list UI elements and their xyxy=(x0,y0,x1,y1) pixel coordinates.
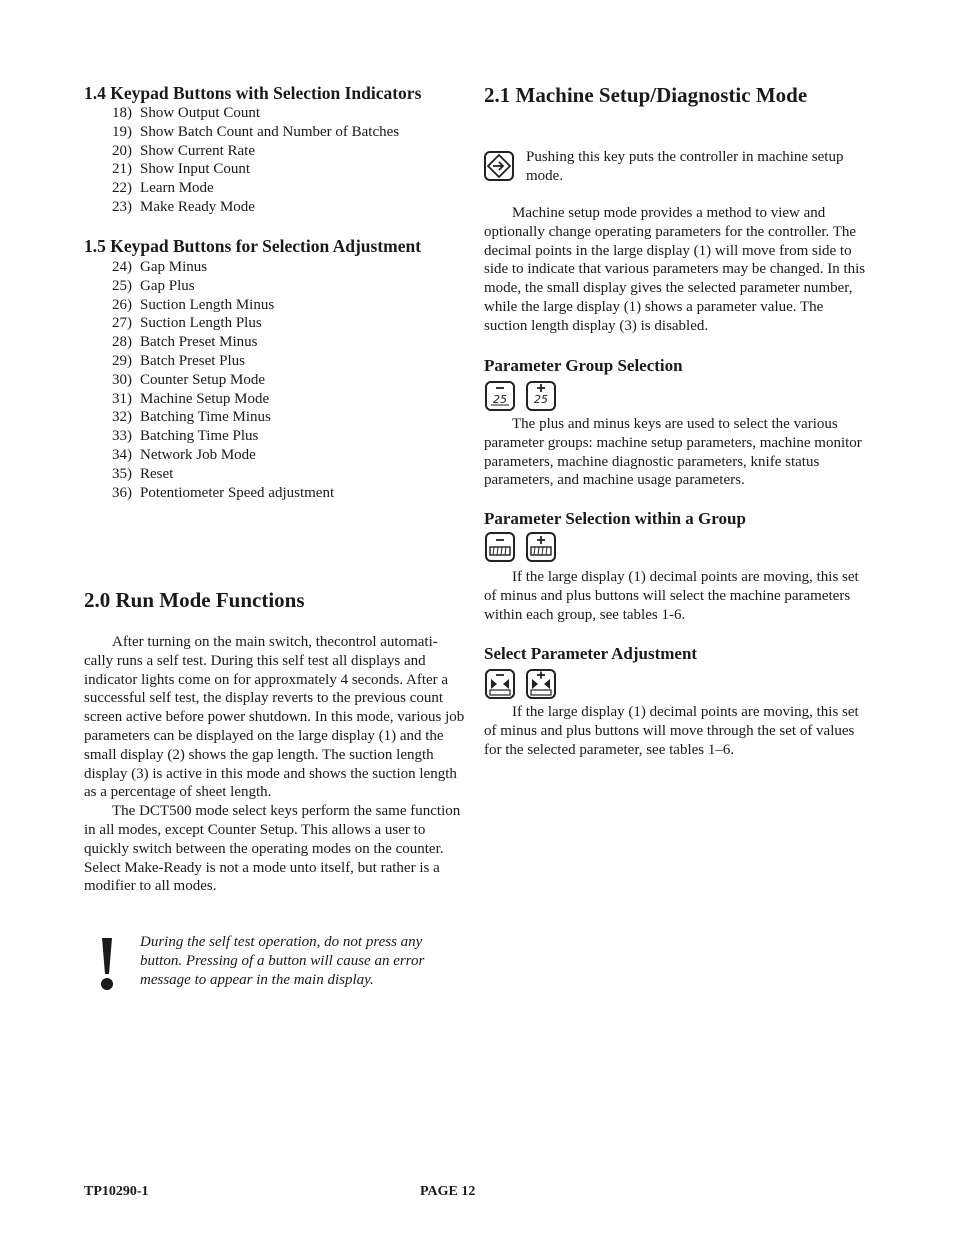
group-selection-keys xyxy=(485,381,556,416)
parameter-plus-key-icon xyxy=(526,532,556,567)
parameter-group-selection-title: Parameter Group Selection xyxy=(484,356,683,375)
list-item: 35) Reset xyxy=(112,465,174,482)
setup-key-description: Pushing this key puts the controller in machine setup mode. xyxy=(526,149,844,184)
list-item: 18) Show Output Count xyxy=(112,105,261,121)
parameter-selection-title: Parameter Selection within a Group xyxy=(484,509,746,528)
document-id: TP10290-1 xyxy=(84,1184,149,1199)
list-item: 28) Batch Preset Minus xyxy=(112,334,258,351)
page-number: PAGE 12 xyxy=(420,1184,476,1199)
parameter-minus-key-icon xyxy=(485,532,515,567)
paragraph: If the large display (1) decimal points are moving, this set of minus and plus buttons will move through the set of values for the selected parameter, see tables 1–6. xyxy=(484,704,859,758)
group-plus-key-icon xyxy=(526,381,556,416)
list-item: 25) Gap Plus xyxy=(112,277,195,294)
section-2-1-title: 2.1 Machine Setup/Diagnostic Mode xyxy=(484,83,808,107)
section-1-4-title: 1.4 Keypad Buttons with Selection Indicators xyxy=(84,83,422,103)
paragraph: Machine setup mode provides a method to view and optionally change operating parameters for the controller. The decimal points in the large display (1) will move from side to side to indicate that various parameters may be changed. In this mode, the small display gives the selected parameter number, while the large display (1) shows a parameter value. The suction length display (3) is disabled. xyxy=(484,205,866,334)
list-item: 33) Batching Time Plus xyxy=(112,428,259,445)
paragraph: The DCT500 mode select keys perform the same function in all modes, except Counter Setup. This allows a user to quickly switch between the operating modes on the counter. Select Make-Ready is not a mode unto itself, but rather is a modifier to all modes. xyxy=(84,803,461,895)
list-item: 27) Suction Length Plus xyxy=(112,315,262,332)
list-item: 30) Counter Setup Mode xyxy=(112,371,265,388)
list-item: 26) Suction Length Minus xyxy=(112,296,275,313)
list-item: 24) Gap Minus xyxy=(112,259,208,275)
list-item: 29) Batch Preset Plus xyxy=(112,352,245,369)
section-1-4-list xyxy=(84,104,399,217)
section-1-5-list xyxy=(84,258,334,502)
section-2-0-title: 2.0 Run Mode Functions xyxy=(84,588,305,612)
machine-setup-key-icon xyxy=(484,151,514,181)
warning-note: During the self test operation, do not press any button. Pressing of a button will cause an error message to appear in the main display. xyxy=(140,934,425,988)
exclamation-warning-icon xyxy=(100,934,114,992)
adjust-plus-key-icon xyxy=(526,669,556,704)
list-item: 21) Show Input Count xyxy=(112,161,251,178)
select-parameter-adjustment-title: Select Parameter Adjustment xyxy=(484,644,698,663)
group-minus-key-icon xyxy=(485,381,515,416)
section-1-5-title: 1.5 Keypad Buttons for Selection Adjustment xyxy=(84,236,422,256)
list-item: 36) Potentiometer Speed adjustment xyxy=(112,484,335,501)
list-item: 31) Machine Setup Mode xyxy=(112,390,270,407)
section-2-0-body xyxy=(84,633,466,896)
list-item: 22) Learn Mode xyxy=(112,180,214,197)
svg-text:25: 25 xyxy=(493,393,507,406)
list-item: 23) Make Ready Mode xyxy=(112,198,255,215)
svg-text:25: 25 xyxy=(534,393,548,406)
list-item: 32) Batching Time Minus xyxy=(112,409,271,426)
adjust-minus-key-icon xyxy=(485,669,515,704)
list-item: 34) Network Job Mode xyxy=(112,446,256,463)
paragraph: After turning on the main switch, thecontrol automati-cally runs a self test. During this self test all displays and indicator lights come on for approxmately 4 seconds. After a successful self test, the display reverts to the previous count screen active before power shutdown. In this mode, various job parameters can be displayed on the large display (1) and the small display (2) shows the gap length. The suction length display (3) is active in this mode and shows the suction length as a percentage of sheet length. xyxy=(84,634,465,801)
list-item: 19) Show Batch Count and Number of Batches xyxy=(112,123,400,140)
paragraph: If the large display (1) decimal points are moving, this set of minus and plus buttons will select the machine parameters within each group, see tables 1-6. xyxy=(484,569,859,623)
parameter-adjustment-keys xyxy=(485,669,556,704)
paragraph: The plus and minus keys are used to select the various parameter groups: machine setup parameters, machine monitor parameters, machine diagnostic parameters, knife status parameters, and machine usage parameters. xyxy=(484,416,862,489)
parameter-selection-keys xyxy=(485,532,556,567)
list-item: 20) Show Current Rate xyxy=(112,142,255,159)
